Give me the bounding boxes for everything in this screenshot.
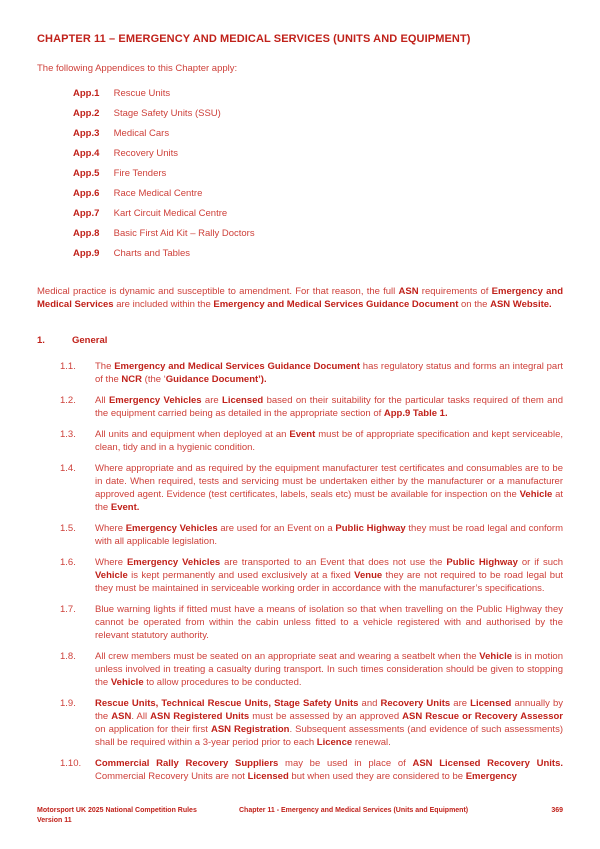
footer-chapter-label: Chapter 11 - Emergency and Medical Services (Units and Equipment) xyxy=(239,807,469,814)
appendix-label: App.7 xyxy=(73,208,100,219)
appendix-row-9 xyxy=(73,247,563,260)
clause-number: 1.4. xyxy=(60,463,76,474)
clause-number: 1.1. xyxy=(60,361,76,372)
appendix-text: Rescue Units xyxy=(113,88,171,99)
appendix-label: App.1 xyxy=(73,88,100,99)
appendix-label: App.4 xyxy=(73,148,100,159)
appendix-text: Kart Circuit Medical Centre xyxy=(113,208,228,219)
clause-number: 1.2. xyxy=(60,395,76,406)
clause-text: All units and equipment when deployed at an Event must be of appropriate specification and kept serviceable, clean, tidy and in a hygienic condition. xyxy=(95,429,563,453)
clause-1-6 xyxy=(60,556,563,595)
clause-text: All Emergency Vehicles are Licensed based on their suitability for the particular tasks required of them and the equipment carried being as detailed in the appropriate section of App.9 Table 1. xyxy=(95,395,563,419)
clause-1-7 xyxy=(60,603,563,642)
appendix-label: App.9 xyxy=(73,248,100,259)
clause-text: Where Emergency Vehicles are used for an Event on a Public Highway they must be road legal and conform with all applicable legislation. xyxy=(95,523,563,547)
appendix-label: App.8 xyxy=(73,228,100,239)
clause-number: 1.7. xyxy=(60,604,76,615)
clause-text: Rescue Units, Technical Rescue Units, Stage Safety Units and Recovery Units are Licensed annually by the ASN. All ASN Registered Units must be assessed by an approved ASN Rescue or Recovery Assessor on application for their first ASN Registration. Subsequent assessments (and evidence of such assessments) shall be required within a 3-year period prior to each Licence renewal. xyxy=(95,698,563,748)
section-title: General xyxy=(72,335,108,346)
appendix-text: Stage Safety Units (SSU) xyxy=(113,108,221,119)
clause-text: The Emergency and Medical Services Guidance Document has regulatory status and forms an integral part of the NCR (the ‘Guidance Document’). xyxy=(95,361,564,385)
appendix-row-3 xyxy=(73,127,563,140)
appendix-text: Recovery Units xyxy=(113,148,179,159)
clause-text: Where Emergency Vehicles are transported to an Event that does not use the Public Highway or if such Vehicle is kept permanently and used exclusively at a fixed Venue they are not required to be road legal but they must be maintained in serviceable working order in accordance with the manufacturer’s specifications. xyxy=(95,557,564,594)
appendix-row-2 xyxy=(73,107,563,120)
appendix-label: App.2 xyxy=(73,108,100,119)
appendix-text: Fire Tenders xyxy=(113,168,167,179)
appendix-row-6 xyxy=(73,187,563,200)
clause-number: 1.5. xyxy=(60,523,76,534)
appendix-row-4 xyxy=(73,147,563,160)
intro-text: The following Appendices to this Chapter apply: xyxy=(37,63,238,74)
clause-number: 1.6. xyxy=(60,557,76,568)
appendix-text: Charts and Tables xyxy=(113,248,191,259)
footer-page-number: 369 xyxy=(551,807,563,814)
footer-version: Version 11 xyxy=(37,816,72,824)
appendix-row-5 xyxy=(73,167,563,180)
clause-number: 1.9. xyxy=(60,698,76,709)
appendix-row-1 xyxy=(73,87,563,100)
footer-rules-line1: Motorsport UK 2025 National Competition Rules xyxy=(37,807,197,814)
section-number: 1. xyxy=(37,335,45,346)
appendix-label: App.5 xyxy=(73,168,100,179)
clause-1-2 xyxy=(60,394,563,420)
clause-text: Where appropriate and as required by the equipment manufacturer test certificates and consumables are to be in date. When required, tests and servicing must be undertaken either by the manufacturer or a manufacturer approved agent. Evidence (test certificates, labels, seals etc) must be available for inspection on the Vehicle at the Event. xyxy=(95,463,564,513)
clause-1-3 xyxy=(60,428,563,454)
chapter-title: CHAPTER 11 – EMERGENCY AND MEDICAL SERVICES (UNITS AND EQUIPMENT) xyxy=(37,33,471,45)
appendix-label: App.6 xyxy=(73,188,100,199)
appendix-text: Medical Cars xyxy=(113,128,170,139)
page-footer xyxy=(37,806,563,825)
clause-text: Commercial Rally Recovery Suppliers may be used in place of ASN Licensed Recovery Units. Commercial Recovery Units are not Licensed but when used they are considered to be Emergency xyxy=(95,758,564,782)
medical-practice-note: Medical practice is dynamic and susceptible to amendment. For that reason, the full ASN requirements of Emergency and Medical Services are included within the Emergency and Medical Services Guidance Document on the ASN Website. xyxy=(37,286,563,310)
appendix-text: Race Medical Centre xyxy=(113,188,203,199)
appendix-text: Basic First Aid Kit – Rally Doctors xyxy=(113,228,255,239)
clause-number: 1.3. xyxy=(60,429,76,440)
clause-1-10 xyxy=(60,757,563,783)
clause-1-8 xyxy=(60,650,563,689)
clause-1-9 xyxy=(60,697,563,749)
clause-number: 1.10. xyxy=(60,758,82,769)
clause-text: Blue warning lights if fitted must have a means of isolation so that when travelling on the Public Highway they cannot be operated from within the cabin unless fitted to a vehicle registered with and authorised by the relevant statutory authority. xyxy=(95,604,563,641)
appendix-row-7 xyxy=(73,207,563,220)
clause-1-4 xyxy=(60,462,563,514)
clause-1-5 xyxy=(60,522,563,548)
footer-rules-title xyxy=(37,806,237,825)
appendix-list xyxy=(73,87,563,260)
section-heading-general xyxy=(37,335,563,346)
clause-text: All crew members must be seated on an appropriate seat and wearing a seatbelt when the Vehicle is in motion unless involved in treating a casualty during transport. In such times consideration should be given to stopping the Vehicle to allow procedures to be conducted. xyxy=(95,651,564,688)
appendix-label: App.3 xyxy=(73,128,100,139)
clause-1-1 xyxy=(60,360,563,386)
clause-list xyxy=(60,360,563,783)
appendix-row-8 xyxy=(73,227,563,240)
clause-number: 1.8. xyxy=(60,651,76,662)
